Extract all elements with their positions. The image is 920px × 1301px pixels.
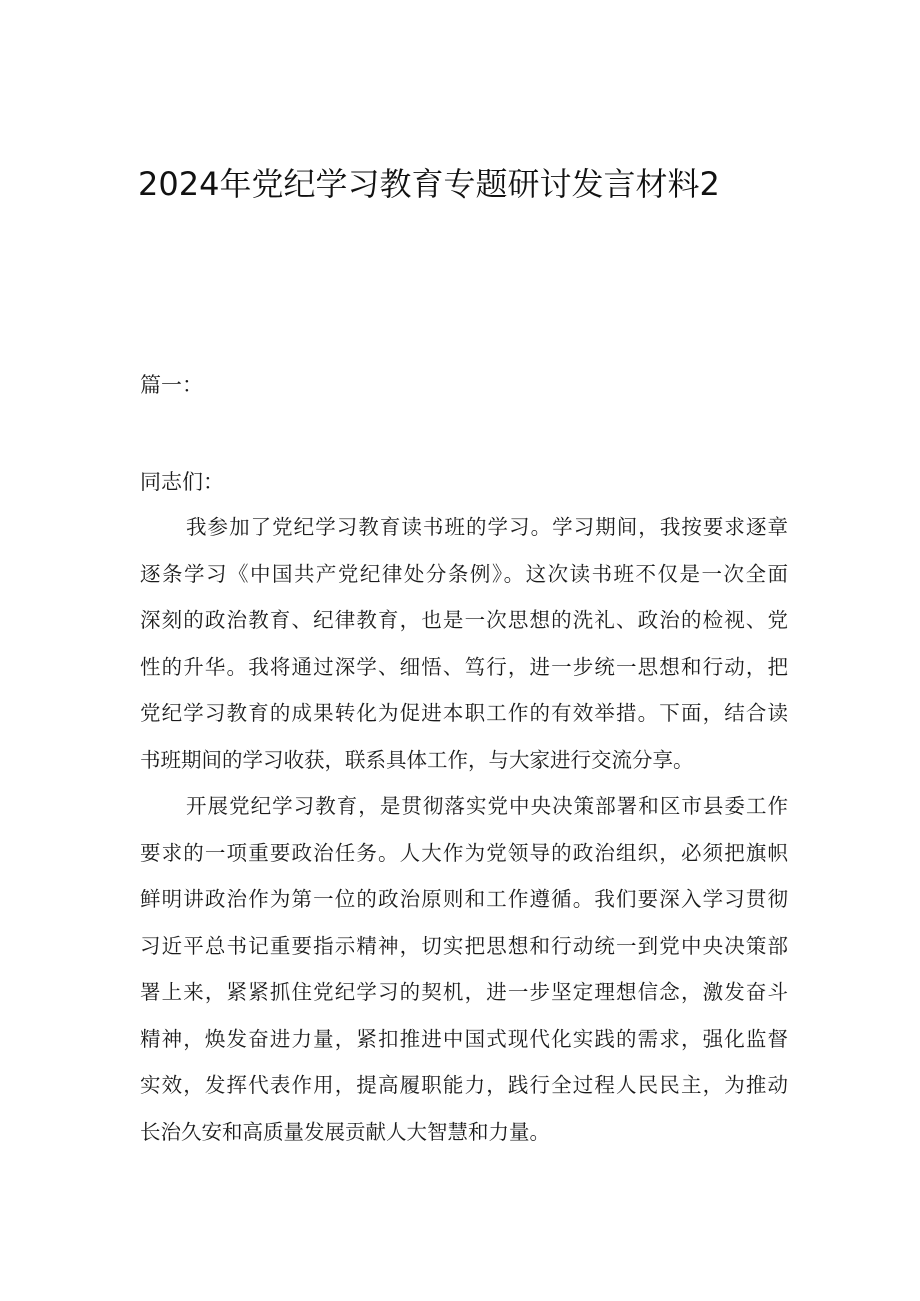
paragraph-line: 逐条学习《中国共产党纪律处分条例》。这次读书班不仅是一次全面 [140, 561, 788, 586]
paragraph-line: 性的升华。我将通过深学、细悟、笃行，进一步统一思想和行动，把 [140, 654, 788, 679]
paragraph-line: 实效，发挥代表作用，提高履职能力，践行全过程人民民主，为推动 [140, 1073, 788, 1097]
paragraph-line: 开展党纪学习教育，是贯彻落实党中央决策部署和区市县委工作 [186, 794, 788, 818]
paragraph-line: 精神，焕发奋进力量，紧扣推进中国式现代化实践的需求，强化监督 [140, 1026, 788, 1051]
paragraph-line: 要求的一项重要政治任务。人大作为党领导的政治组织，必须把旗帜 [140, 840, 788, 865]
document-body [140, 512, 788, 1163]
paragraph-line: 书班期间的学习收获，联系具体工作，与大家进行交流分享。 [140, 747, 694, 772]
paragraph [140, 791, 788, 1163]
document-title: 2024年党纪学习教育专题研讨发言材料2 [138, 165, 720, 203]
paragraph [140, 512, 788, 791]
paragraph-line: 鲜明讲政治作为第一位的政治原则和工作遵循。我们要深入学习贯彻 [140, 887, 788, 911]
section-label: 篇一： [140, 373, 203, 397]
paragraph-line: 习近平总书记重要指示精神，切实把思想和行动统一到党中央决策部 [140, 933, 788, 958]
paragraph-line: 党纪学习教育的成果转化为促进本职工作的有效举措。下面，结合读 [140, 701, 788, 725]
paragraph-line: 署上来，紧紧抓住党纪学习的契机，进一步坚定理想信念，激发奋斗 [140, 980, 788, 1004]
salutation: 同志们： [140, 470, 224, 494]
paragraph-line: 我参加了党纪学习教育读书班的学习。学习期间，我按要求逐章 [186, 515, 788, 539]
paragraph-line: 深刻的政治教育、纪律教育，也是一次思想的洗礼、政治的检视、党 [140, 608, 788, 632]
paragraph-line: 长治久安和高质量发展贡献人大智慧和力量。 [140, 1119, 550, 1144]
